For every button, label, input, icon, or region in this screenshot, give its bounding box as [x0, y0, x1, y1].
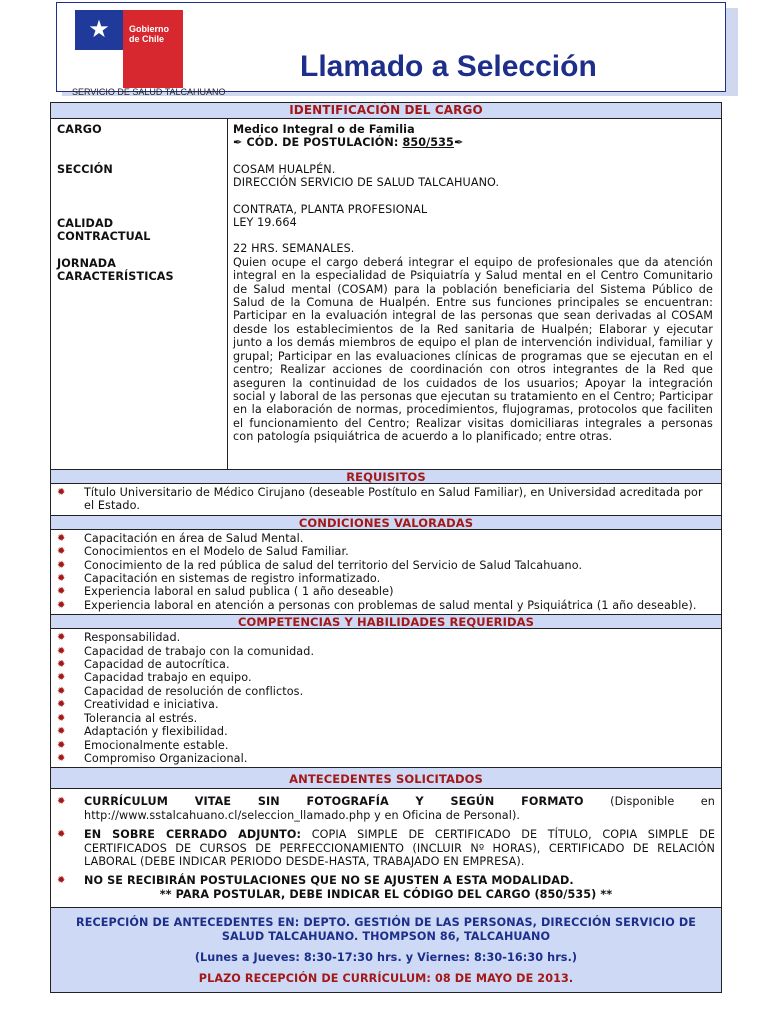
ident-section	[51, 119, 721, 469]
document-table	[50, 102, 722, 993]
ident-labels	[51, 119, 228, 469]
codigo-note: ** PARA POSTULAR, DEBE INDICAR EL CÓDIGO DEL CARGO (850/535) **	[159, 887, 613, 901]
band-requisitos: REQUISITOS	[51, 469, 721, 484]
seccion-line1: COSAM HUALPÉN.	[233, 162, 336, 176]
list-item: ✹ Experiencia laboral en salud publica ( 1 año deseable)	[57, 585, 715, 598]
reception-section	[51, 907, 721, 992]
list-item: ✹ Conocimiento de la red pública de salud del territorio del Servicio de Salud Talcahuano.	[57, 559, 715, 572]
list-item: ✹ Capacitación en sistemas de registro informatizado.	[57, 572, 715, 585]
job-description: Quien ocupe el cargo deberá integrar el equipo de profesionales que da atención integral en la especialidad de Psiquiatría y Salud mental en el Centro Comunitario de Salud mental (COSAM) para la población beneficiaria del Sistema Público de Salud de la Comuna de Hualpén. Entre sus funciones principales se encuentran: Participar en la evaluación integral de las personas que sean derivadas al COSAM desde los establecimientos de la Red sanitaria de Hualpén; Elaborar y ejecutar junto a los demás miembros de equipo el plan de intervención individual, familiar y grupal; Participar en las evaluaciones clínicas de programas que se ejecutan en el centro; Realizar acciones de coordinación con otros integrantes de la Red que aseguren la continuidad de los cuidados de los usuarios; Apoyar la integración social y laboral de las personas que ejecutan su tratamiento en el Centro; Participar en la elaboración de normas, procedimientos, flujogramas, protocolos que faciliten el funcionamiento del Centro; Realizar visitas domiciliaras integrales a personas con patología psiquiátrica de acuerdo a lo planificado; entre otras.	[233, 255, 713, 444]
list-item: ✹ Responsabilidad.	[57, 631, 715, 644]
label-calidad: CALIDAD CONTRACTUAL	[57, 217, 151, 244]
cod-postulacion: ✒ CÓD. DE POSTULACIÓN: 850/535✒	[233, 136, 464, 150]
page-title: Llamado a Selección	[300, 50, 597, 83]
list-item: ✹ Conocimientos en el Modelo de Salud Familiar.	[57, 545, 715, 558]
label-seccion: SECCIÓN	[57, 163, 113, 176]
requisitos-list	[51, 484, 721, 515]
service-name: SERVICIO DE SALUD TALCAHUANO	[72, 87, 226, 97]
calidad-line1: CONTRATA, PLANTA PROFESIONAL	[233, 202, 428, 216]
list-item: ✹ Título Universitario de Médico Cirujano (deseable Postítulo en Salud Familiar), en Universidad acreditada por el Estado.	[57, 486, 715, 513]
list-item: ✹ Tolerancia al estrés.	[57, 712, 715, 725]
jornada-hours: 22 HRS. SEMANALES.	[233, 242, 355, 256]
reception-address: RECEPCIÓN DE ANTECEDENTES EN: DEPTO. GESTIÓN DE LAS PERSONAS, DIRECCIÓN SERVICIO DE SALUD TALCAHUANO. THOMPSON 86, TALCAHUANO	[76, 916, 696, 943]
list-item: ✹ Experiencia laboral en atención a personas con problemas de salud mental y Psiquiátrica (1 año deseable).	[57, 599, 715, 612]
band-antecedentes: ANTECEDENTES SOLICITADOS	[51, 767, 721, 789]
cv-requirement: ✹ CURRÍCULUM VITAE SIN FOTOGRAFÍA Y SEGÚN FORMATO (Disponible en http://www.sstalcahuano.cl/seleccion_llamado.php y en Oficina de Personal).	[57, 795, 715, 822]
condiciones-list	[51, 530, 721, 614]
list-item: ✹ Emocionalmente estable.	[57, 739, 715, 752]
sobre-requirement: ✹ EN SOBRE CERRADO ADJUNTO: COPIA SIMPLE DE CERTIFICADO DE TÍTULO, COPIA SIMPLE DE CERTIFICADOS DE CURSOS DE PERFECCIONAMIENTO (INCLUIR Nº HORAS), CERTIFICADO DE RELACIÓN LABORAL (DEBE INDICAR PERIODO DESDE-HASTA, TRABAJADO EN EMPRESA).	[57, 828, 715, 868]
reception-hours: (Lunes a Jueves: 8:30-17:30 hrs. y Viernes: 8:30-16:30 hrs.)	[194, 950, 578, 964]
competencias-list	[51, 629, 721, 767]
no-recibiran-notice: ✹ NO SE RECIBIRÁN POSTULACIONES QUE NO SE AJUSTEN A ESTA MODALIDAD.	[57, 874, 715, 887]
band-competencias: COMPETENCIAS Y HABILIDADES REQUERIDAS	[51, 614, 721, 629]
list-item: ✹ Compromiso Organizacional.	[57, 752, 715, 765]
band-condiciones: CONDICIONES VALORADAS	[51, 515, 721, 530]
list-item: ✹ Capacidad de autocrítica.	[57, 658, 715, 671]
list-item: ✹ Capacidad de trabajo con la comunidad.	[57, 645, 715, 658]
ident-values	[228, 119, 721, 469]
reception-deadline: PLAZO RECEPCIÓN DE CURRÍCULUM: 08 DE MAYO DE 2013.	[198, 972, 574, 986]
label-jornada: JORNADA CARACTERÍSTICAS	[57, 257, 174, 284]
seccion-line2: DIRECCIÓN SERVICIO DE SALUD TALCAHUANO.	[233, 176, 500, 190]
gobierno-logo	[75, 10, 183, 88]
antecedentes-section	[51, 789, 721, 901]
list-item: ✹ Creatividad e iniciativa.	[57, 698, 715, 711]
logo-text: Gobierno de Chile	[129, 24, 169, 44]
star-icon: ★	[88, 15, 110, 43]
list-item: ✹ Capacidad trabajo en equipo.	[57, 671, 715, 684]
label-cargo: CARGO	[57, 123, 102, 136]
list-item: ✹ Capacidad de resolución de conflictos.	[57, 685, 715, 698]
list-item: ✹ Capacitación en área de Salud Mental.	[57, 532, 715, 545]
list-item: ✹ Adaptación y flexibilidad.	[57, 725, 715, 738]
calidad-line2: LEY 19.664	[233, 216, 297, 230]
band-identificacion: IDENTIFICACIÓN DEL CARGO	[51, 103, 721, 119]
cargo-title: Medico Integral o de Familia	[233, 123, 415, 136]
